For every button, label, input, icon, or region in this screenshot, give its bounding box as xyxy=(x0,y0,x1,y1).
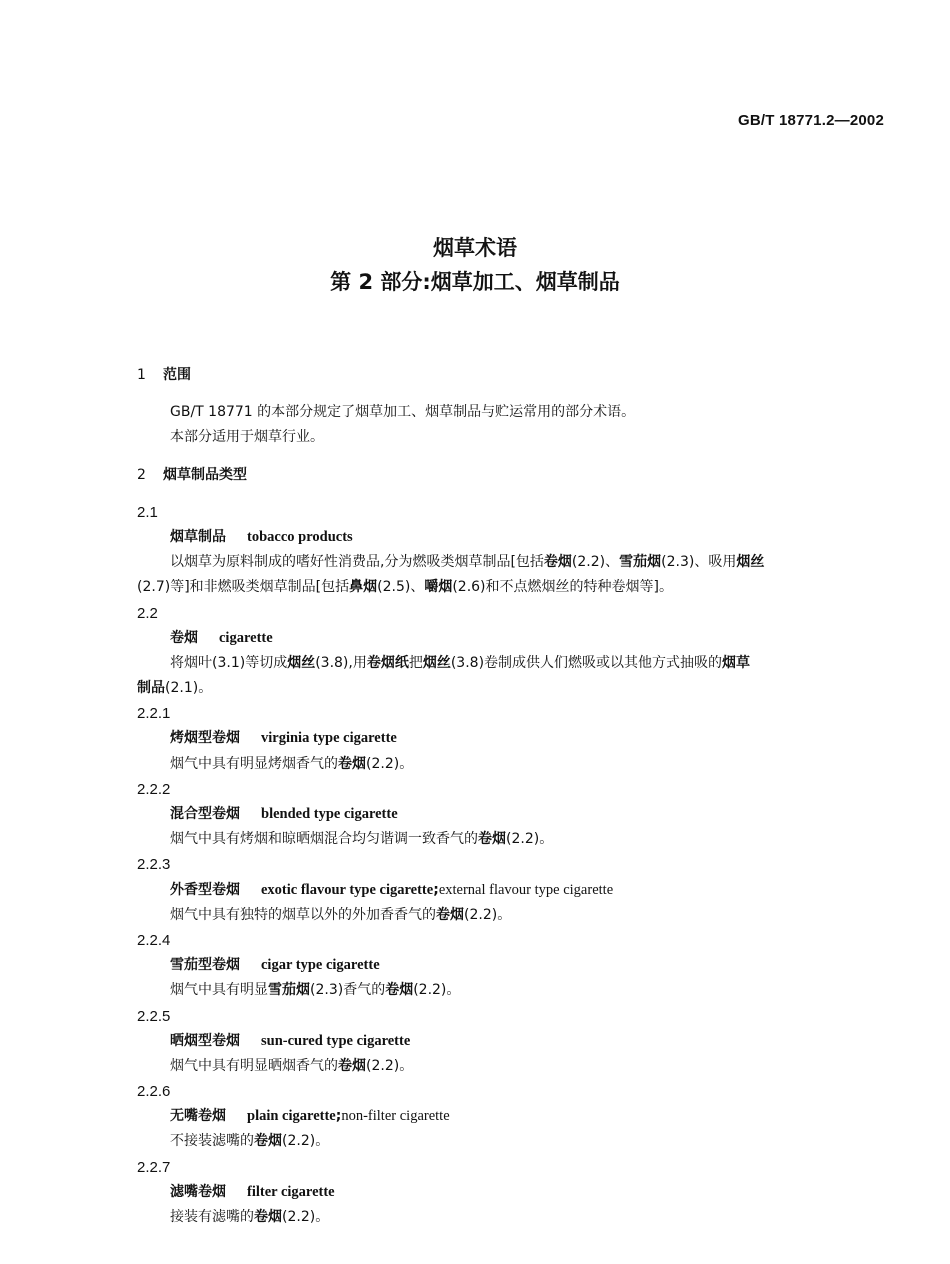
term-entry xyxy=(137,500,887,601)
term-reference: 烟丝 xyxy=(287,654,316,671)
term-number: 2.2.1 xyxy=(137,705,171,723)
term-definition-line xyxy=(137,827,887,852)
term-english: sun-cured type cigarette xyxy=(261,1032,411,1049)
term-entry xyxy=(137,777,887,853)
term-chinese: 卷烟 xyxy=(170,629,198,646)
term-entry xyxy=(137,1079,887,1155)
definition-text: 烟气中具有明显烤烟香气的 xyxy=(170,755,338,772)
section-2-heading xyxy=(137,463,887,488)
term-chinese: 烟草制品 xyxy=(170,528,226,545)
term-reference: 卷烟 xyxy=(478,831,506,848)
term-english: cigarette xyxy=(219,629,273,646)
term-reference: 制品 xyxy=(137,680,165,697)
term-entry xyxy=(137,701,887,777)
term-entries xyxy=(137,500,887,1230)
definition-text: (2.2)。 xyxy=(413,982,461,999)
term-definition-line xyxy=(137,978,887,1003)
definition-text: 将烟叶(3.1)等切成 xyxy=(170,654,288,671)
section-title: 范围 xyxy=(163,367,191,383)
term-reference: 卷烟 xyxy=(338,1057,366,1074)
term-entry xyxy=(137,928,887,1004)
term-reference: 卷烟 xyxy=(543,554,572,571)
term-reference: 卷烟 xyxy=(254,1209,282,1225)
definition-text: (2.2)。 xyxy=(366,1057,414,1074)
term-chinese: 混合型卷烟 xyxy=(170,806,240,822)
definition-text: (2.5)、 xyxy=(377,579,425,596)
term-english: exotic flavour type cigarette xyxy=(261,881,434,898)
term-chinese: 外香型卷烟 xyxy=(170,881,240,898)
term-separator: ; xyxy=(335,1108,342,1125)
term-entry xyxy=(137,1155,887,1231)
definition-text: (2.3)、吸用 xyxy=(661,554,737,571)
term-heading xyxy=(137,626,887,651)
term-reference: 雪茄烟 xyxy=(619,554,662,571)
term-english-alt: external flavour type cigarette xyxy=(438,881,614,898)
definition-text: 烟气中具有明显晒烟香气的 xyxy=(170,1057,338,1074)
term-number: 2.2.7 xyxy=(137,1158,171,1176)
term-chinese: 晒烟型卷烟 xyxy=(170,1032,240,1049)
term-reference: 卷烟 xyxy=(338,755,366,772)
term-entry xyxy=(137,601,887,702)
term-reference: 鼻烟 xyxy=(349,579,378,596)
term-chinese: 雪茄型卷烟 xyxy=(170,957,240,974)
section-number: 2 xyxy=(137,466,146,483)
term-number: 2.2.3 xyxy=(137,856,171,874)
section-1-heading xyxy=(137,363,887,388)
definition-text: (2.1)。 xyxy=(165,680,213,697)
term-definition-line xyxy=(137,651,887,676)
document-subtitle: 第 2 部分:烟草加工、烟草制品 xyxy=(330,270,620,294)
term-english: virginia type cigarette xyxy=(261,730,397,747)
term-reference: 卷烟 xyxy=(254,1133,282,1150)
definition-text: (2.7)等]和非燃吸类烟草制品[包括 xyxy=(137,579,350,596)
term-heading xyxy=(137,726,887,751)
definition-text: 烟气中具有独特的烟草以外的外加香香气的 xyxy=(170,906,436,923)
term-number: 2.2.6 xyxy=(137,1083,171,1101)
definition-text: (2.6)和不点燃烟丝的特种卷烟等]。 xyxy=(452,579,673,596)
definition-text: 接装有滤嘴的 xyxy=(170,1209,254,1225)
term-reference: 卷烟 xyxy=(436,906,464,923)
term-reference: 烟丝 xyxy=(422,654,451,671)
term-english: blended type cigarette xyxy=(261,806,398,822)
definition-text: (2.2)。 xyxy=(506,831,554,848)
term-definition-line xyxy=(137,550,887,575)
definition-text: (2.3)香气的 xyxy=(310,982,386,999)
definition-text: 把 xyxy=(408,654,423,671)
term-heading xyxy=(137,1104,887,1129)
standard-code: GB/T 18771.2—2002 xyxy=(738,112,884,129)
term-entry xyxy=(137,1004,887,1080)
section-number: 1 xyxy=(137,367,146,383)
term-number: 2.2.5 xyxy=(137,1007,171,1025)
term-number: 2.2.4 xyxy=(137,931,171,949)
term-reference: 卷烟纸 xyxy=(366,654,409,671)
term-definition-line xyxy=(137,676,887,701)
term-chinese: 烤烟型卷烟 xyxy=(170,730,240,747)
document-title: 烟草术语 xyxy=(433,236,517,260)
definition-text: 以烟草为原料制成的嗜好性消费品,分为燃吸类烟草制品[包括 xyxy=(170,554,544,571)
term-separator: ; xyxy=(433,881,439,898)
definition-text: 烟气中具有明显 xyxy=(170,982,268,999)
term-english: tobacco products xyxy=(247,528,353,545)
definition-text: (3.8)卷制成供人们燃吸或以其他方式抽吸的 xyxy=(450,654,723,671)
definition-text: (2.2)。 xyxy=(366,755,414,772)
term-english: cigar type cigarette xyxy=(261,957,380,974)
term-heading xyxy=(137,878,887,903)
document-body xyxy=(137,363,887,1230)
term-english: filter cigarette xyxy=(247,1183,335,1200)
term-reference: 雪茄烟 xyxy=(268,982,310,999)
term-chinese: 无嘴卷烟 xyxy=(170,1108,226,1125)
definition-text: 不接装滤嘴的 xyxy=(170,1133,254,1150)
term-number: 2.2 xyxy=(137,604,158,622)
term-number: 2.2.2 xyxy=(137,780,171,798)
term-definition-line xyxy=(137,1205,887,1230)
term-heading xyxy=(137,953,887,978)
term-english-alt: non-filter cigarette xyxy=(341,1108,450,1125)
term-definition-line xyxy=(137,903,887,928)
term-reference: 烟丝 xyxy=(736,554,765,571)
definition-text: (3.8),用 xyxy=(315,654,367,671)
term-definition-line xyxy=(137,752,887,777)
term-reference: 卷烟 xyxy=(385,982,414,999)
term-english: plain cigarette xyxy=(247,1108,336,1125)
definition-text: (2.2)。 xyxy=(282,1133,330,1150)
term-entry xyxy=(137,852,887,928)
definition-text: (2.2)、 xyxy=(571,554,620,571)
definition-text: (2.2)。 xyxy=(282,1209,330,1225)
scope-paragraph: GB/T 18771 的本部分规定了烟草加工、烟草制品与贮运常用的部分术语。 xyxy=(170,404,636,421)
term-number: 2.1 xyxy=(137,503,158,521)
term-definition-line xyxy=(137,1129,887,1154)
term-definition-line xyxy=(137,1054,887,1079)
term-heading xyxy=(137,1029,887,1054)
term-reference: 嚼烟 xyxy=(424,579,453,596)
definition-text: 烟气中具有烤烟和晾晒烟混合均匀谐调一致香气的 xyxy=(170,831,478,848)
term-reference: 烟草 xyxy=(722,654,751,671)
term-heading xyxy=(137,1180,887,1205)
section-title: 烟草制品类型 xyxy=(163,466,247,483)
term-heading xyxy=(137,802,887,827)
term-heading xyxy=(137,525,887,550)
term-definition-line xyxy=(137,575,887,600)
term-chinese: 滤嘴卷烟 xyxy=(170,1183,226,1200)
definition-text: (2.2)。 xyxy=(464,906,512,923)
scope-paragraph: 本部分适用于烟草行业。 xyxy=(170,429,324,446)
